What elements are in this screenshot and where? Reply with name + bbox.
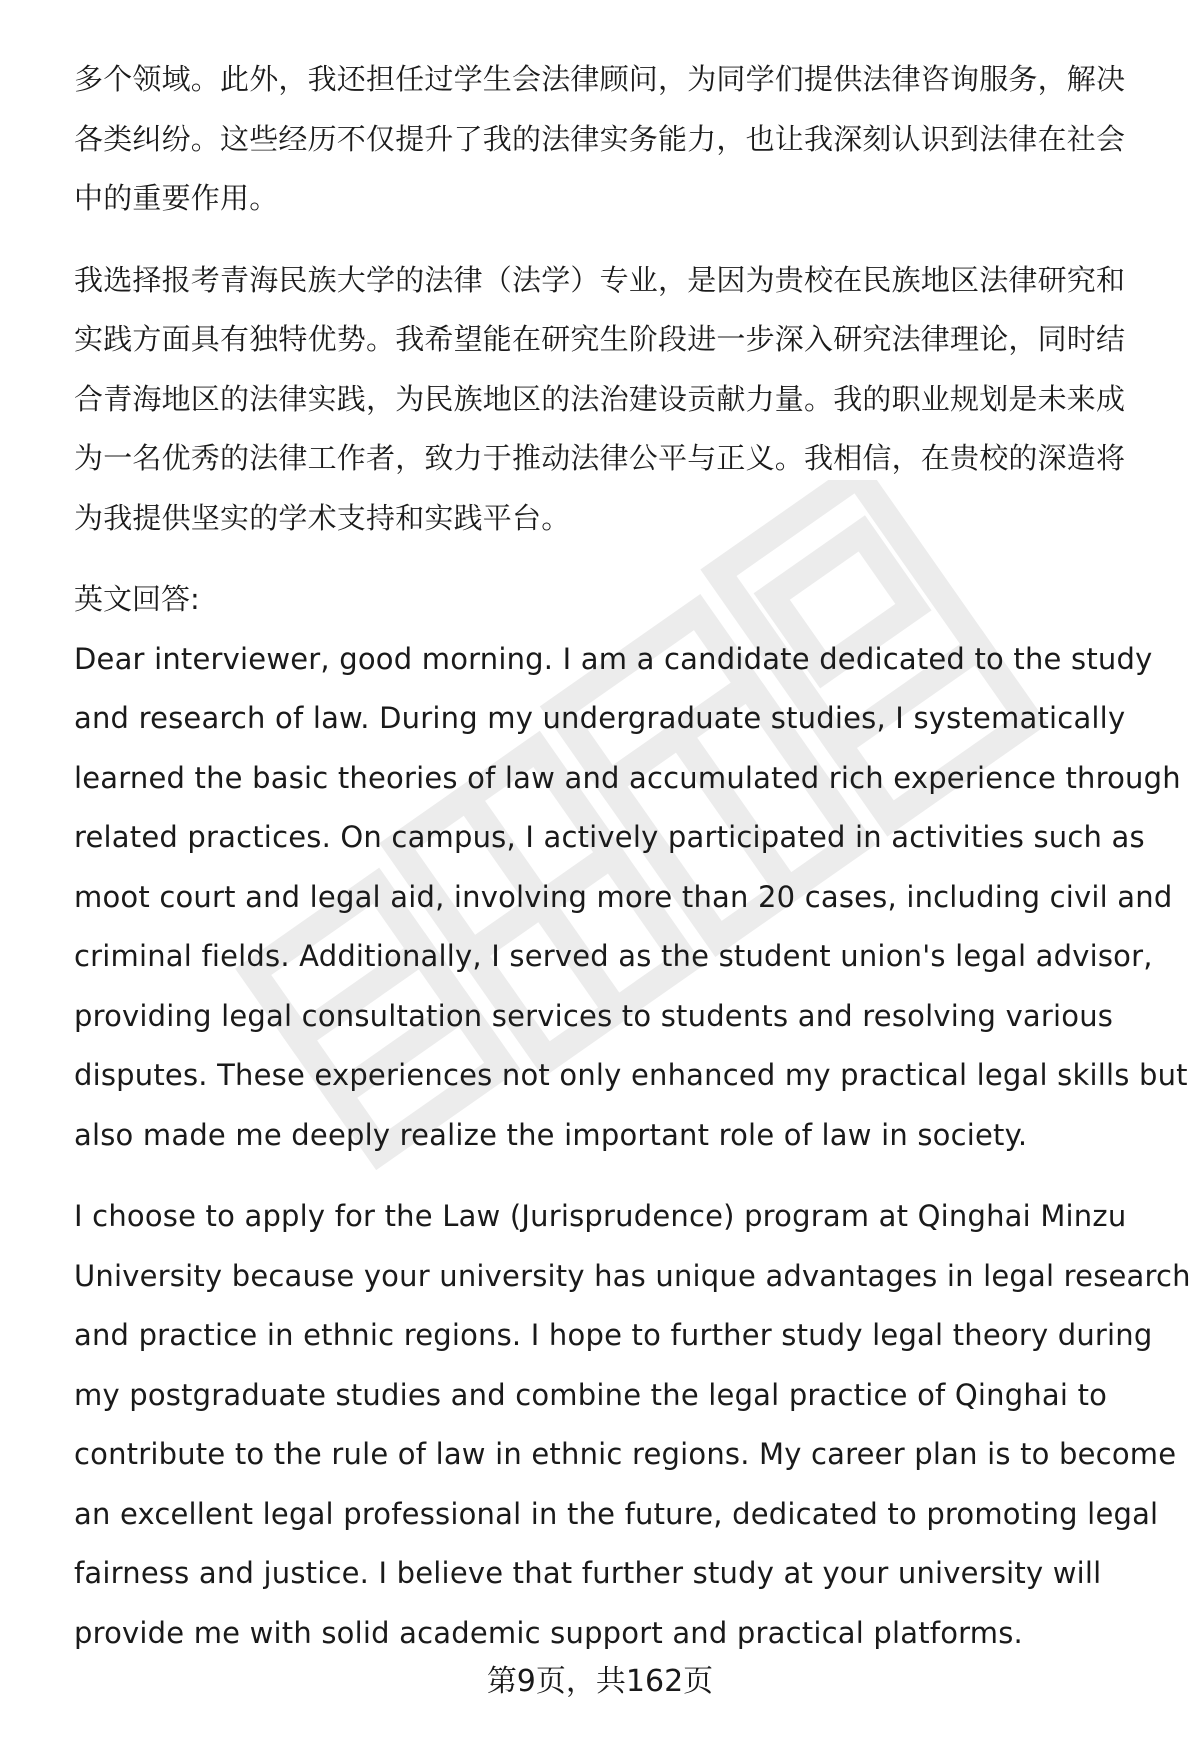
text-line: 各类纠纷。这些经历不仅提升了我的法律实务能力，也让我深刻认识到法律在社会 (74, 121, 1126, 156)
text-line: 为我提供坚实的学术支持和实践平台。 (74, 500, 571, 535)
text-line: an excellent legal professional in the future, dedicated to promoting legal (74, 1496, 1159, 1531)
text-line: fairness and justice. I believe that further study at your university will (74, 1556, 1102, 1590)
text-line: 合青海地区的法律实践，为民族地区的法治建设贡献力量。我的职业规划是未来成 (74, 381, 1126, 416)
document-body (74, 50, 1191, 1663)
text-line: 为一名优秀的法律工作者，致力于推动法律公平与正义。我相信，在贵校的深造将 (74, 441, 1126, 475)
text-line: my postgraduate studies and combine the legal practice of Qinghai to (74, 1377, 1108, 1412)
english-paragraph-2 (74, 1187, 1191, 1663)
text-line: disputes. These experiences not only enhanced my practical legal skills but (74, 1058, 1188, 1092)
text-line: 多个领域。此外，我还担任过学生会法律顾问，为同学们提供法律咨询服务，解决 (74, 62, 1126, 96)
english-answer-label: 英文回答: (74, 582, 200, 616)
text-line: and research of law. During my undergraduate studies, I systematically (74, 701, 1126, 735)
text-line: providing legal consultation services to students and resolving various (74, 998, 1114, 1033)
text-line: and practice in ethnic regions. I hope to further study legal theory during (74, 1318, 1153, 1352)
chinese-paragraph-1 (74, 50, 1144, 229)
text-line: criminal fields. Additionally, I served as the student union's legal advisor, (74, 939, 1153, 973)
page-number: 第9页，共162页 (486, 1664, 714, 1699)
text-line: related practices. On campus, I actively participated in activities such as (74, 820, 1145, 854)
text-line: 实践方面具有独特优势。我希望能在研究生阶段进一步深入研究法律理论，同时结 (74, 322, 1126, 356)
chinese-paragraph-2 (74, 251, 1144, 549)
text-line: provide me with solid academic support and practical platforms. (74, 1615, 1023, 1650)
text-line: learned the basic theories of law and accumulated rich experience through (74, 760, 1181, 795)
text-line: also made me deeply realize the important role of law in society. (74, 1117, 1028, 1152)
text-line: 中的重要作用。 (74, 181, 279, 215)
text-line: 我选择报考青海民族大学的法律（法学）专业，是因为贵校在民族地区法律研究和 (74, 262, 1126, 297)
text-line: moot court and legal aid, involving more than 20 cases, including civil and (74, 879, 1173, 914)
text-line: University because your university has unique advantages in legal research (74, 1258, 1191, 1293)
english-paragraph-1 (74, 630, 1188, 1166)
text-line: contribute to the rule of law in ethnic regions. My career plan is to become (74, 1437, 1177, 1471)
text-line: I choose to apply for the Law (Jurisprudence) program at Qinghai Minzu (74, 1199, 1127, 1233)
text-line: Dear interviewer, good morning. I am a candidate dedicated to the study (74, 641, 1153, 676)
